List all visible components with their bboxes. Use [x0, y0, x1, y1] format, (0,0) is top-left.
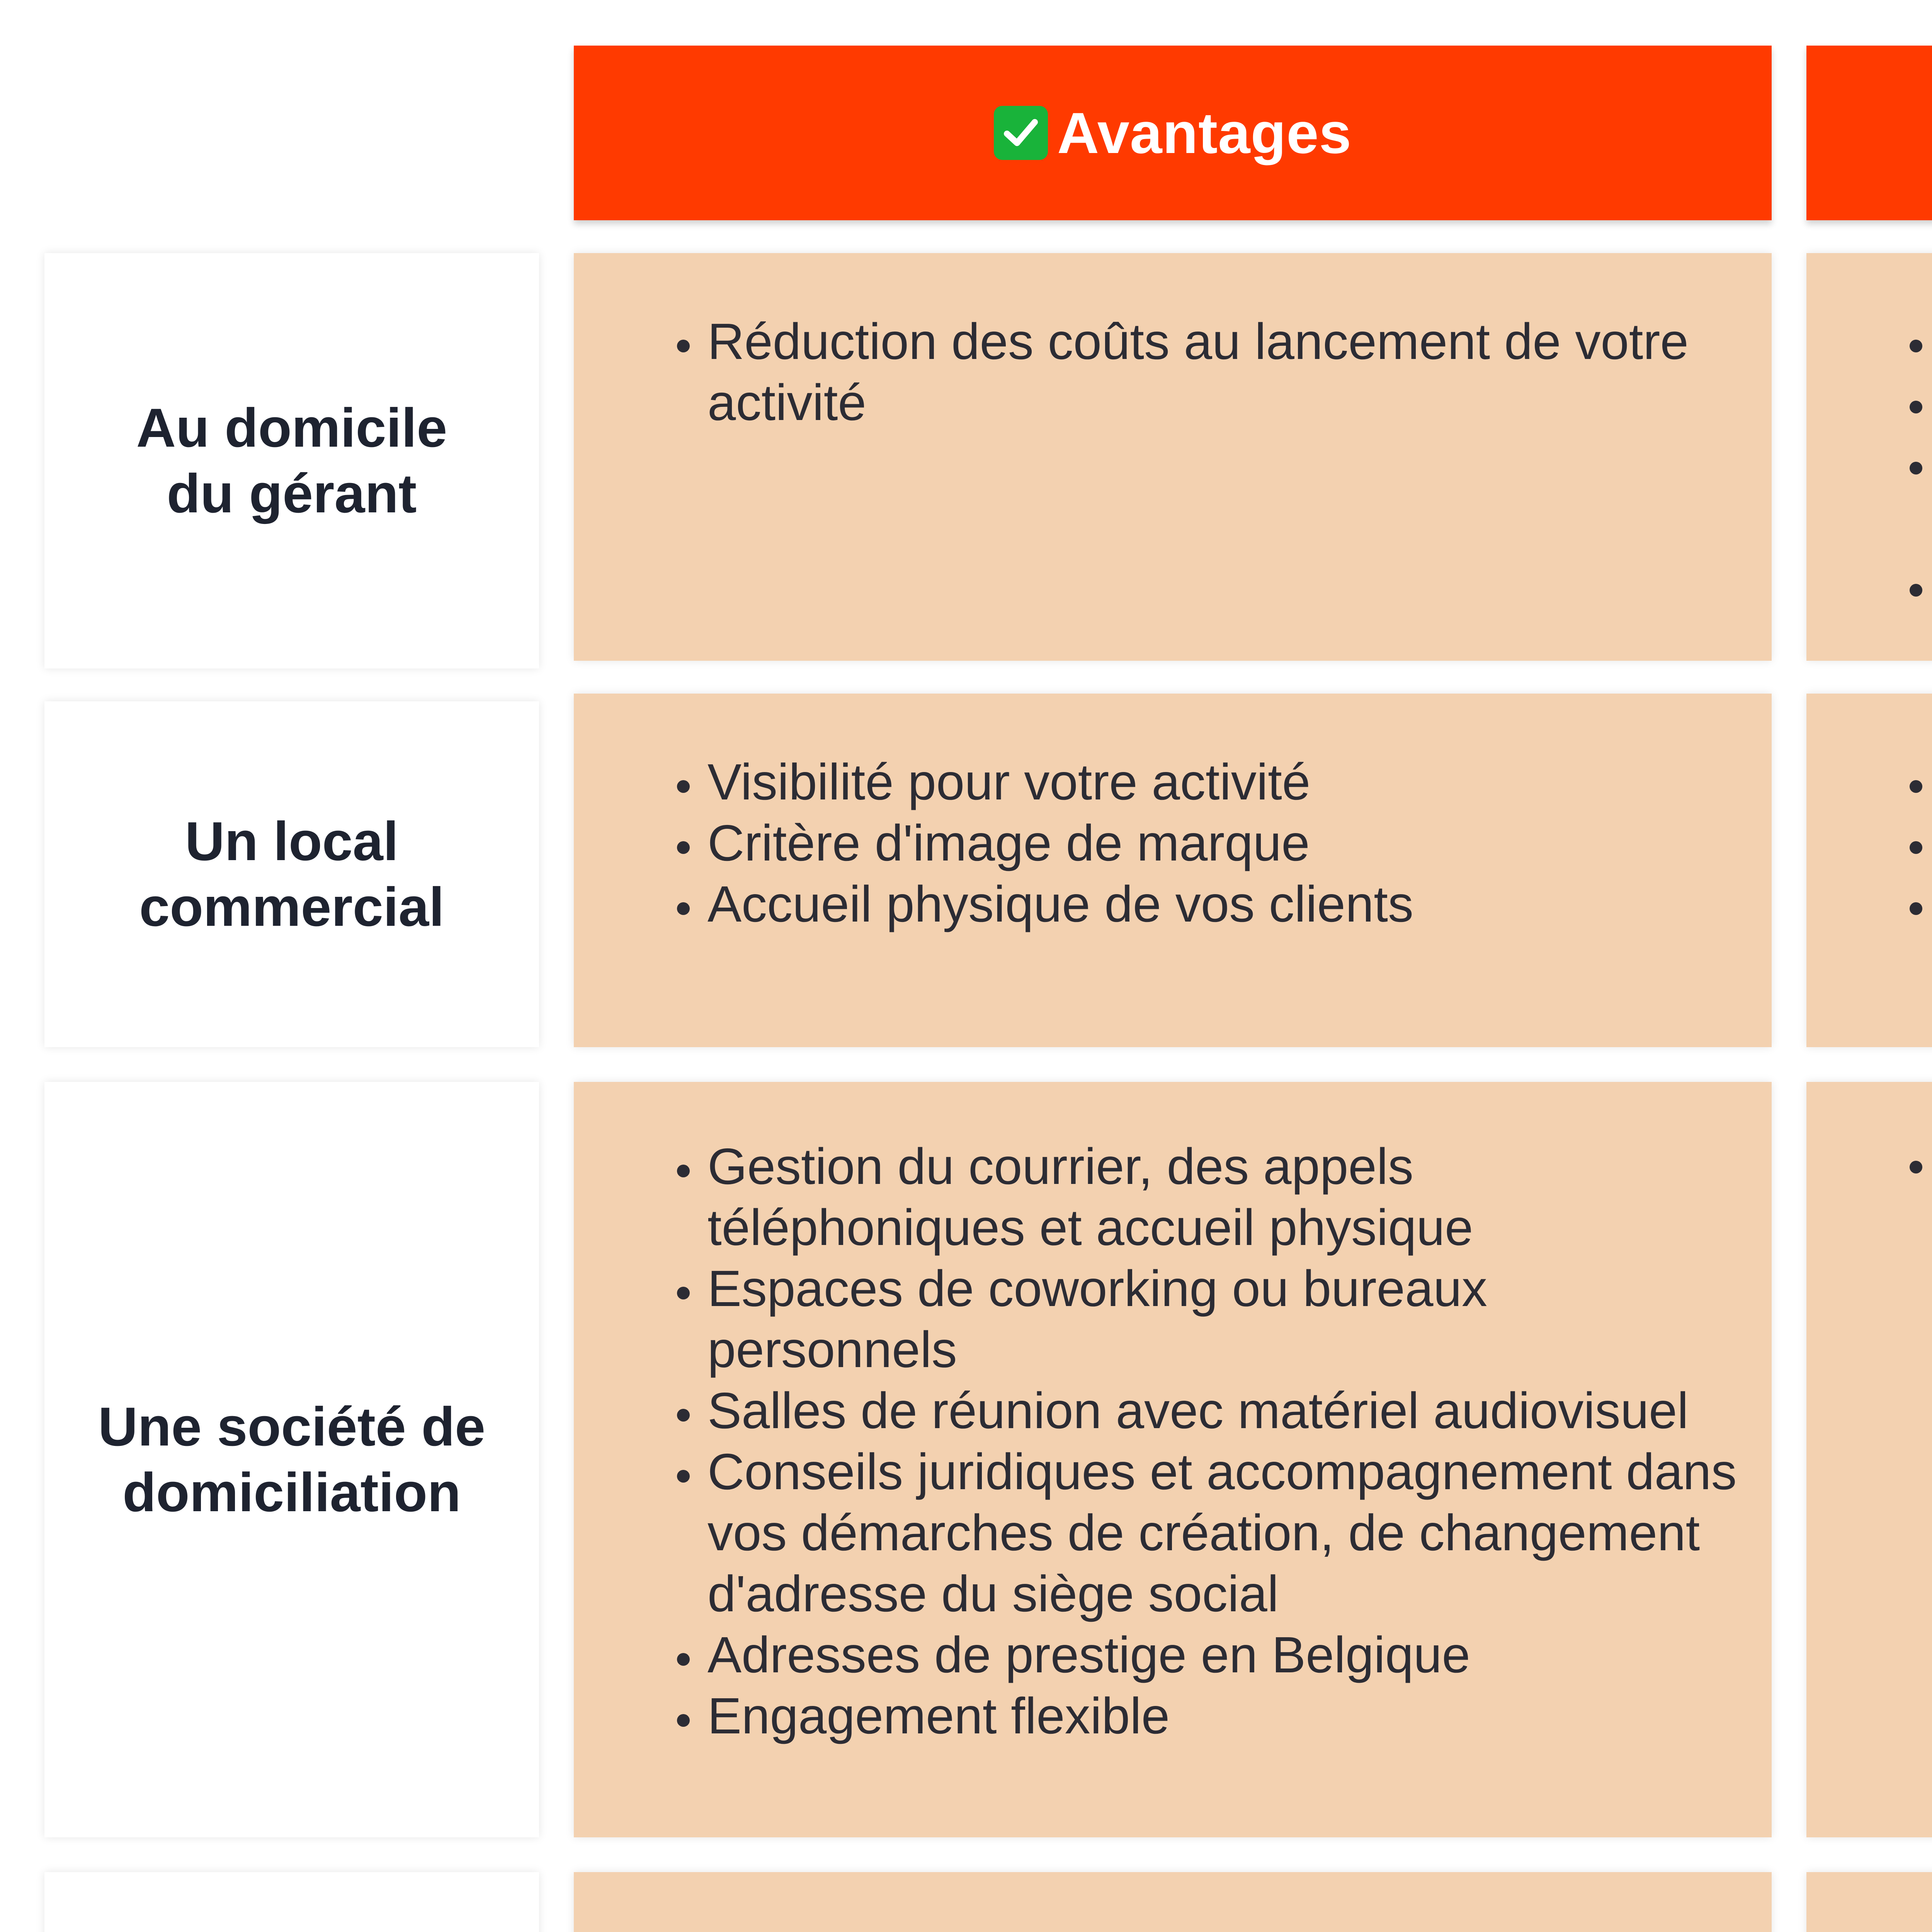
list-item: • Espaces de coworking ou bureaux personnels — [705, 1258, 1741, 1380]
row-label-coworking — [44, 1872, 539, 1932]
list-item: • Adresses de prestige en Belgique — [705, 1624, 1741, 1685]
list-item: • Conseils juridiques et accompagnement dans vos démarches de création, de changement d'adresse du siège social — [705, 1441, 1741, 1624]
advantages-list — [574, 752, 1772, 935]
header-advantages — [574, 46, 1772, 220]
advantages-list — [574, 1136, 1772, 1747]
row-label-domicile: Au domicile du gérant — [44, 253, 539, 668]
header-disadvantages — [1806, 46, 1932, 220]
list-item: • Critère d'image de marque — [705, 813, 1741, 874]
disadvantages-list — [1806, 752, 1932, 935]
disadvantages-cell-coworking — [1806, 1872, 1932, 1932]
list-item: • Engagement flexible — [705, 1685, 1741, 1747]
list-item: • Accueil physique de vos clients — [705, 874, 1741, 935]
header-advantages-label: Avantages — [1057, 100, 1352, 165]
disadvantages-cell-domicile — [1806, 253, 1932, 661]
list-item: • Visibilité pour votre activité — [705, 752, 1741, 813]
disadvantages-list — [1806, 1132, 1932, 1254]
list-item: • Salles de réunion avec matériel audiovisuel — [705, 1380, 1741, 1441]
advantages-list — [574, 311, 1772, 433]
advantages-cell-domicile — [574, 253, 1772, 661]
list-item: • Gestion du courrier, des appels téléphoniques et accueil physique — [705, 1136, 1741, 1258]
disadvantages-list — [1806, 311, 1932, 616]
disadvantages-cell-local-commercial — [1806, 694, 1932, 1047]
row-label-local-commercial: Un local commercial — [44, 701, 539, 1047]
advantages-cell-coworking — [574, 1872, 1772, 1932]
disadvantages-list — [1806, 1922, 1932, 1932]
row-label-domiciliation: Une société de domiciliation — [44, 1082, 539, 1837]
advantages-cell-local-commercial — [574, 694, 1772, 1047]
disadvantages-cell-domiciliation — [1806, 1082, 1932, 1837]
list-item: • Réduction des coûts au lancement de votre activité — [705, 311, 1741, 433]
advantages-cell-domiciliation — [574, 1082, 1772, 1837]
check-mark-button-icon — [994, 106, 1048, 160]
